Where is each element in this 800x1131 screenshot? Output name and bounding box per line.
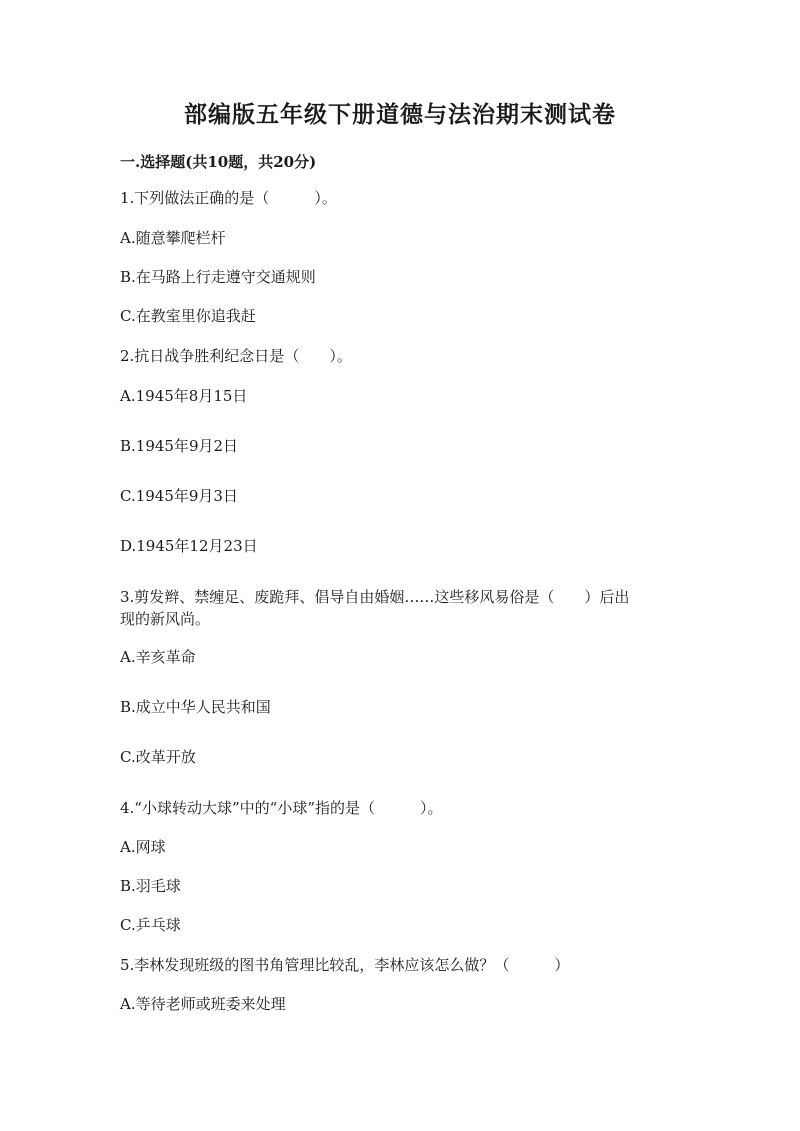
question-2-option-c: C.1945年9月3日 [120, 487, 238, 505]
question-3-stem-line-2: 现的新风尚。 [120, 610, 211, 628]
question-3-stem-line-1: 3.剪发辫、禁缠足、废跪拜、倡导自由婚姻……这些移风易俗是（ ）后出 [120, 588, 630, 606]
question-3-option-b: B.成立中华人民共和国 [120, 698, 271, 716]
question-4-option-b: B.羽毛球 [120, 877, 181, 895]
question-1-option-a: A.随意攀爬栏杆 [120, 229, 226, 247]
question-3-option-c: C.改革开放 [120, 748, 196, 766]
question-2-stem: 2.抗日战争胜利纪念日是（ ）。 [120, 347, 352, 365]
question-5-stem: 5.李林发现班级的图书角管理比较乱，李林应该怎么做？（ ） [120, 956, 570, 974]
question-2-option-d: D.1945年12月23日 [120, 537, 258, 555]
question-2-option-a: A.1945年8月15日 [120, 387, 248, 405]
question-2-option-b: B.1945年9月2日 [120, 437, 239, 455]
section-heading: 一.选择题(共10题，共20分) [120, 153, 317, 171]
question-4-option-a: A.网球 [120, 838, 166, 856]
question-3-option-a: A.辛亥革命 [120, 648, 196, 666]
page-title: 部编版五年级下册道德与法治期末测试卷 [184, 101, 616, 128]
question-4-option-c: C.乒乓球 [120, 916, 181, 934]
question-4-stem: 4.“小球转动大球”中的“小球”指的是（ ）。 [120, 799, 443, 817]
question-1-option-b: B.在马路上行走遵守交通规则 [120, 268, 316, 286]
question-5-option-a: A.等待老师或班委来处理 [120, 995, 286, 1013]
question-1-option-c: C.在教室里你追我赶 [120, 307, 256, 325]
question-1-stem: 1.下列做法正确的是（ ）。 [120, 189, 337, 207]
